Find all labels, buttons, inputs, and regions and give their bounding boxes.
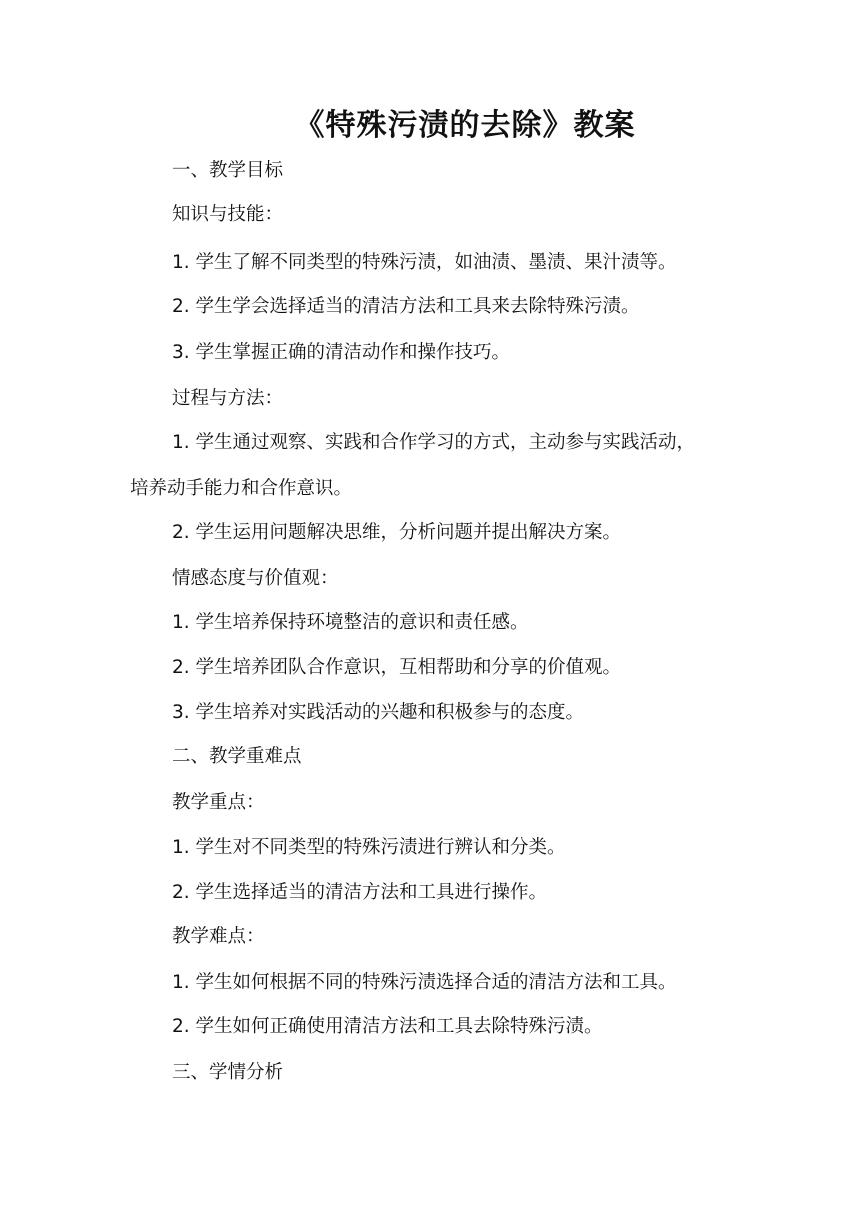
list-item: 3. 学生掌握正确的清洁动作和操作技巧。 (172, 342, 511, 363)
subheading-process-methods: 过程与方法： (172, 388, 284, 409)
section-heading-objectives: 一、教学目标 (172, 160, 284, 181)
list-item: 1. 学生培养保持环境整洁的意识和责任感。 (172, 612, 529, 633)
section-heading-key-points: 二、教学重难点 (172, 746, 302, 767)
subheading-difficulties: 教学难点： (172, 926, 265, 947)
list-item: 3. 学生培养对实践活动的兴趣和积极参与的态度。 (172, 702, 585, 723)
list-item: 2. 学生学会选择适当的清洁方法和工具来去除特殊污渍。 (172, 296, 640, 317)
list-item: 2. 学生选择适当的清洁方法和工具进行操作。 (172, 882, 548, 903)
list-item-continuation: 培养动手能力和合作意识。 (130, 478, 353, 499)
document-title: 《特殊污渍的去除》教案 (294, 108, 636, 143)
list-item: 1. 学生对不同类型的特殊污渍进行辨认和分类。 (172, 837, 566, 858)
list-item: 1. 学生通过观察、实践和合作学习的方式，主动参与实践活动， (172, 432, 696, 453)
list-item: 2. 学生如何正确使用清洁方法和工具去除特殊污渍。 (172, 1016, 603, 1037)
list-item: 1. 学生如何根据不同的特殊污渍选择合适的清洁方法和工具。 (172, 972, 677, 993)
list-item: 2. 学生培养团队合作意识，互相帮助和分享的价值观。 (172, 657, 622, 678)
subheading-knowledge-skills: 知识与技能： (172, 204, 284, 225)
subheading-attitude-values: 情感态度与价值观： (172, 568, 339, 589)
section-heading-student-analysis: 三、学情分析 (172, 1062, 284, 1083)
list-item: 1. 学生了解不同类型的特殊污渍，如油渍、墨渍、果汁渍等。 (172, 252, 677, 273)
list-item: 2. 学生运用问题解决思维，分析问题并提出解决方案。 (172, 522, 622, 543)
subheading-key-points: 教学重点： (172, 792, 265, 813)
